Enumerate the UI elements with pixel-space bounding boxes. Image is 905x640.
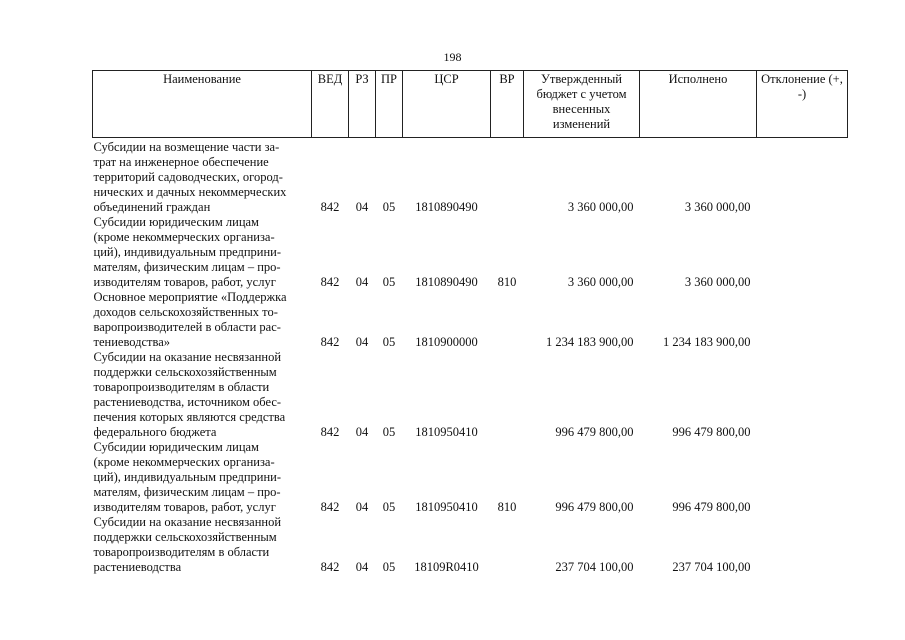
executed-cell: 1 234 183 900,00 <box>663 335 751 349</box>
row-name-line: ций), индивидуальным предприни- <box>93 245 282 259</box>
executed-cell: 3 360 000,00 <box>684 275 751 289</box>
approved-cell: 237 704 100,00 <box>555 560 634 574</box>
row-name-line: печения которых являются средства <box>93 410 286 424</box>
deviation-cell <box>757 515 848 575</box>
column-header-name: Наименование <box>93 71 312 138</box>
vr-cell <box>491 515 524 575</box>
rz-cell: 04 <box>355 425 369 439</box>
vr-cell: 810 <box>497 500 517 514</box>
executed-cell: 996 479 800,00 <box>672 425 751 439</box>
row-name-line: изводителям товаров, работ, услуг <box>93 275 276 289</box>
table-row <box>93 290 848 350</box>
column-header-vr: ВР <box>491 71 524 138</box>
ved-cell: 842 <box>320 200 340 214</box>
row-name-cell <box>93 215 312 290</box>
column-header-ved: ВЕД <box>312 71 349 138</box>
row-name-line: Субсидии юридическим лицам <box>93 440 259 454</box>
pr-cell: 05 <box>382 425 396 439</box>
approved-cell: 3 360 000,00 <box>567 200 634 214</box>
rz-cell: 04 <box>355 335 369 349</box>
row-name-line: Субсидии на возмещение части за- <box>93 140 280 154</box>
deviation-cell <box>757 440 848 515</box>
row-name-line: тениеводства» <box>93 335 171 349</box>
table-row <box>93 215 848 290</box>
row-name-line: (кроме некоммерческих организа- <box>93 455 275 469</box>
ved-cell: 842 <box>320 425 340 439</box>
row-name-line: мателям, физическим лицам – про- <box>93 485 281 499</box>
row-name-cell <box>93 138 312 216</box>
row-name-cell <box>93 515 312 575</box>
pr-cell: 05 <box>382 200 396 214</box>
ved-cell: 842 <box>320 500 340 514</box>
rz-cell: 04 <box>355 275 369 289</box>
executed-cell: 237 704 100,00 <box>672 560 751 574</box>
table-row <box>93 138 848 216</box>
executed-cell: 996 479 800,00 <box>672 500 751 514</box>
column-header-csr: ЦСР <box>403 71 491 138</box>
row-name-line: Основное мероприятие «Поддержка <box>93 290 287 304</box>
table-row <box>93 440 848 515</box>
row-name-line: поддержки сельскохозяйственным <box>93 530 277 544</box>
pr-cell: 05 <box>382 275 396 289</box>
row-name-cell <box>93 350 312 440</box>
row-name-line: ций), индивидуальным предприни- <box>93 470 282 484</box>
row-name-line: изводителям товаров, работ, услуг <box>93 500 276 514</box>
rz-cell: 04 <box>355 200 369 214</box>
executed-cell: 3 360 000,00 <box>684 200 751 214</box>
row-name-line: варопроизводителей в области рас- <box>93 320 281 334</box>
approved-cell: 3 360 000,00 <box>567 275 634 289</box>
table-row <box>93 350 848 440</box>
table-body <box>93 138 848 576</box>
column-header-deviation: Отклонение (+, -) <box>757 71 848 138</box>
row-name-line: (кроме некоммерческих организа- <box>93 230 275 244</box>
column-header-pr: ПР <box>376 71 403 138</box>
rz-cell: 04 <box>355 500 369 514</box>
rz-cell: 04 <box>355 560 369 574</box>
column-header-approved: Утвержденный бюджет с учетом внесенных изменений <box>524 71 640 138</box>
csr-cell: 1810890490 <box>415 200 478 214</box>
table-header <box>93 71 848 138</box>
column-header-rz: РЗ <box>349 71 376 138</box>
row-name-line: растениеводства, источником обес- <box>93 395 282 409</box>
budget-table <box>92 70 848 575</box>
row-name-line: федерального бюджета <box>93 425 217 439</box>
ved-cell: 842 <box>320 335 340 349</box>
row-name-line: поддержки сельскохозяйственным <box>93 365 277 379</box>
pr-cell: 05 <box>382 560 396 574</box>
ved-cell: 842 <box>320 560 340 574</box>
deviation-cell <box>757 290 848 350</box>
vr-cell: 810 <box>497 275 517 289</box>
deviation-cell <box>757 138 848 216</box>
row-name-line: нических и дачных некоммерческих <box>93 185 287 199</box>
row-name-line: территорий садоводческих, огород- <box>93 170 283 184</box>
row-name-line: мателям, физическим лицам – про- <box>93 260 281 274</box>
pr-cell: 05 <box>382 500 396 514</box>
row-name-line: Субсидии на оказание несвязанной <box>93 515 282 529</box>
approved-cell: 1 234 183 900,00 <box>546 335 634 349</box>
row-name-line: объединений граждан <box>93 200 211 214</box>
csr-cell: 1810950410 <box>415 500 478 514</box>
ved-cell: 842 <box>320 275 340 289</box>
csr-cell: 1810950410 <box>415 425 478 439</box>
row-name-line: растениеводства <box>93 560 182 574</box>
approved-cell: 996 479 800,00 <box>555 425 634 439</box>
column-header-executed: Исполнено <box>640 71 757 138</box>
row-name-line: товаропроизводителям в области <box>93 545 270 559</box>
table-row <box>93 515 848 575</box>
row-name-line: доходов сельскохозяйственных то- <box>93 305 278 319</box>
row-name-cell <box>93 290 312 350</box>
deviation-cell <box>757 350 848 440</box>
vr-cell <box>491 290 524 350</box>
vr-cell <box>491 350 524 440</box>
row-name-cell <box>93 440 312 515</box>
row-name-line: Субсидии на оказание несвязанной <box>93 350 282 364</box>
deviation-cell <box>757 215 848 290</box>
vr-cell <box>491 138 524 216</box>
pr-cell: 05 <box>382 335 396 349</box>
csr-cell: 18109R0410 <box>414 560 479 574</box>
approved-cell: 996 479 800,00 <box>555 500 634 514</box>
row-name-line: трат на инженерное обеспечение <box>93 155 269 169</box>
csr-cell: 1810900000 <box>415 335 478 349</box>
page-number: 198 <box>443 50 462 64</box>
row-name-line: Субсидии юридическим лицам <box>93 215 259 229</box>
csr-cell: 1810890490 <box>415 275 478 289</box>
row-name-line: товаропроизводителям в области <box>93 380 270 394</box>
